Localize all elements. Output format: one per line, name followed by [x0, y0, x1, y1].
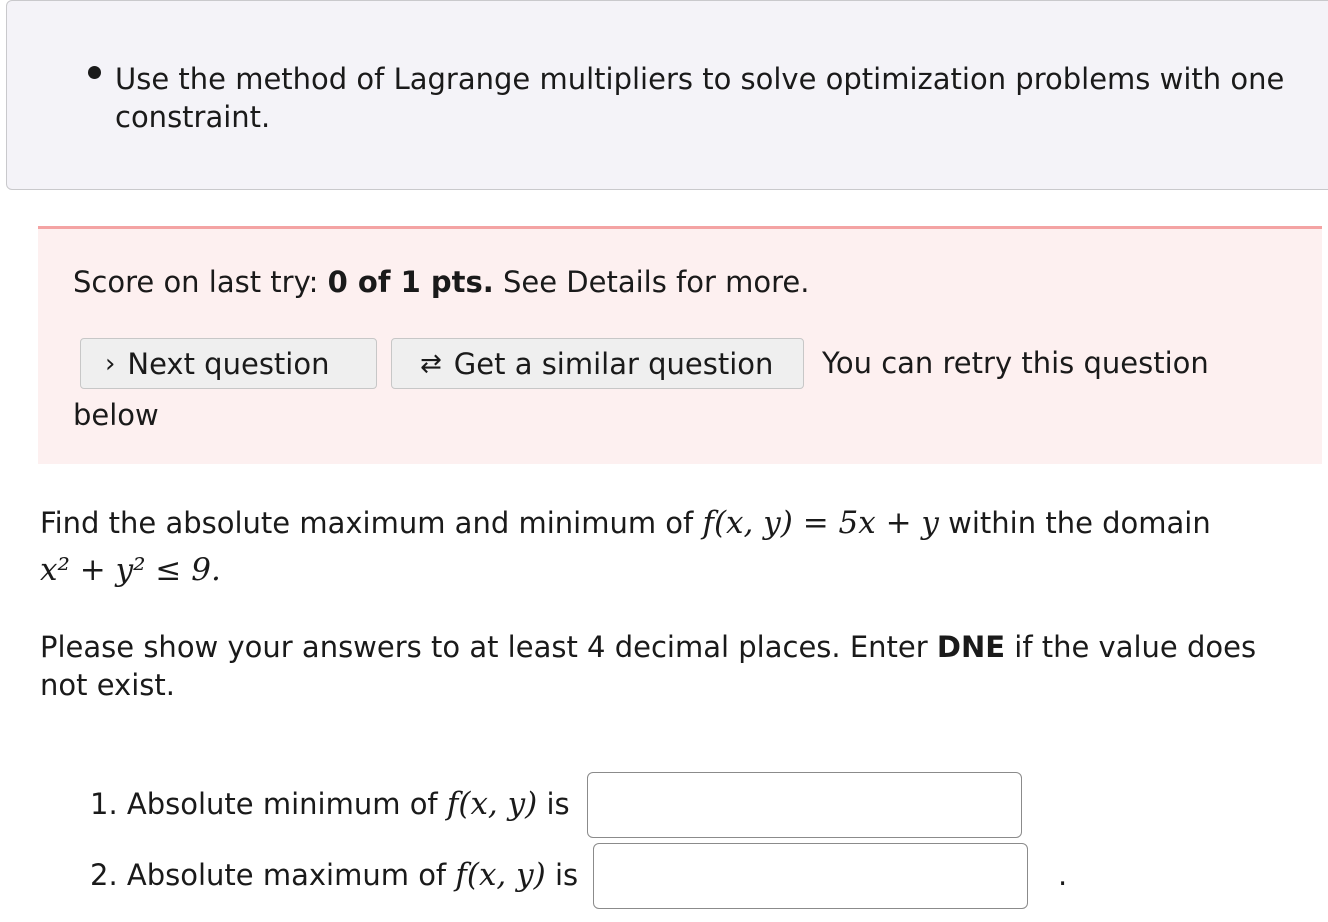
- bullet-icon: [88, 66, 101, 79]
- question-function: f(x, y) = 5x + y: [702, 505, 939, 541]
- instructions-suffix: if the value does not exist.: [40, 630, 1257, 702]
- question-domain: x² + y² ≤ 9.: [40, 552, 221, 588]
- score-text: [73, 264, 809, 300]
- trailing-period: .: [1058, 858, 1068, 892]
- instructions-keyword: DNE: [936, 630, 1006, 664]
- score-value: 0 of 1 pts.: [327, 265, 494, 299]
- max-label-func: f(x, y): [455, 857, 546, 893]
- score-suffix: See Details for more.: [493, 265, 810, 299]
- chevron-right-icon: ›: [105, 348, 116, 379]
- min-answer-input[interactable]: [587, 772, 1022, 838]
- next-question-label: Next question: [127, 346, 330, 381]
- similar-question-label: Get a similar question: [453, 346, 774, 381]
- max-answer-input[interactable]: [593, 843, 1028, 909]
- max-label-suffix: is: [545, 858, 579, 892]
- max-label-prefix: 2. Absolute maximum of: [90, 858, 456, 892]
- answer-max-label: [90, 856, 578, 894]
- min-label-suffix: is: [537, 787, 570, 821]
- instructions: [40, 628, 1300, 704]
- question-text: [40, 504, 1300, 542]
- retry-text: You can retry this question: [822, 346, 1209, 380]
- refresh-icon: ⇄: [420, 348, 442, 379]
- instructions-prefix: Please show your answers to at least 4 decimal places. Enter: [40, 630, 937, 664]
- similar-question-button[interactable]: [391, 338, 804, 389]
- question-mid: within the domain: [938, 506, 1211, 540]
- score-prefix: Score on last try:: [73, 265, 328, 299]
- objective-item: Use the method of Lagrange multipliers to solve optimization problems with one constraint.: [115, 62, 1285, 134]
- answer-min-label: [90, 785, 570, 823]
- min-label-prefix: 1. Absolute minimum of: [90, 787, 447, 821]
- next-question-button[interactable]: [80, 338, 377, 389]
- question-intro: Find the absolute maximum and minimum of: [40, 506, 703, 540]
- retry-text-cont: below: [73, 398, 159, 432]
- min-label-func: f(x, y): [446, 786, 538, 822]
